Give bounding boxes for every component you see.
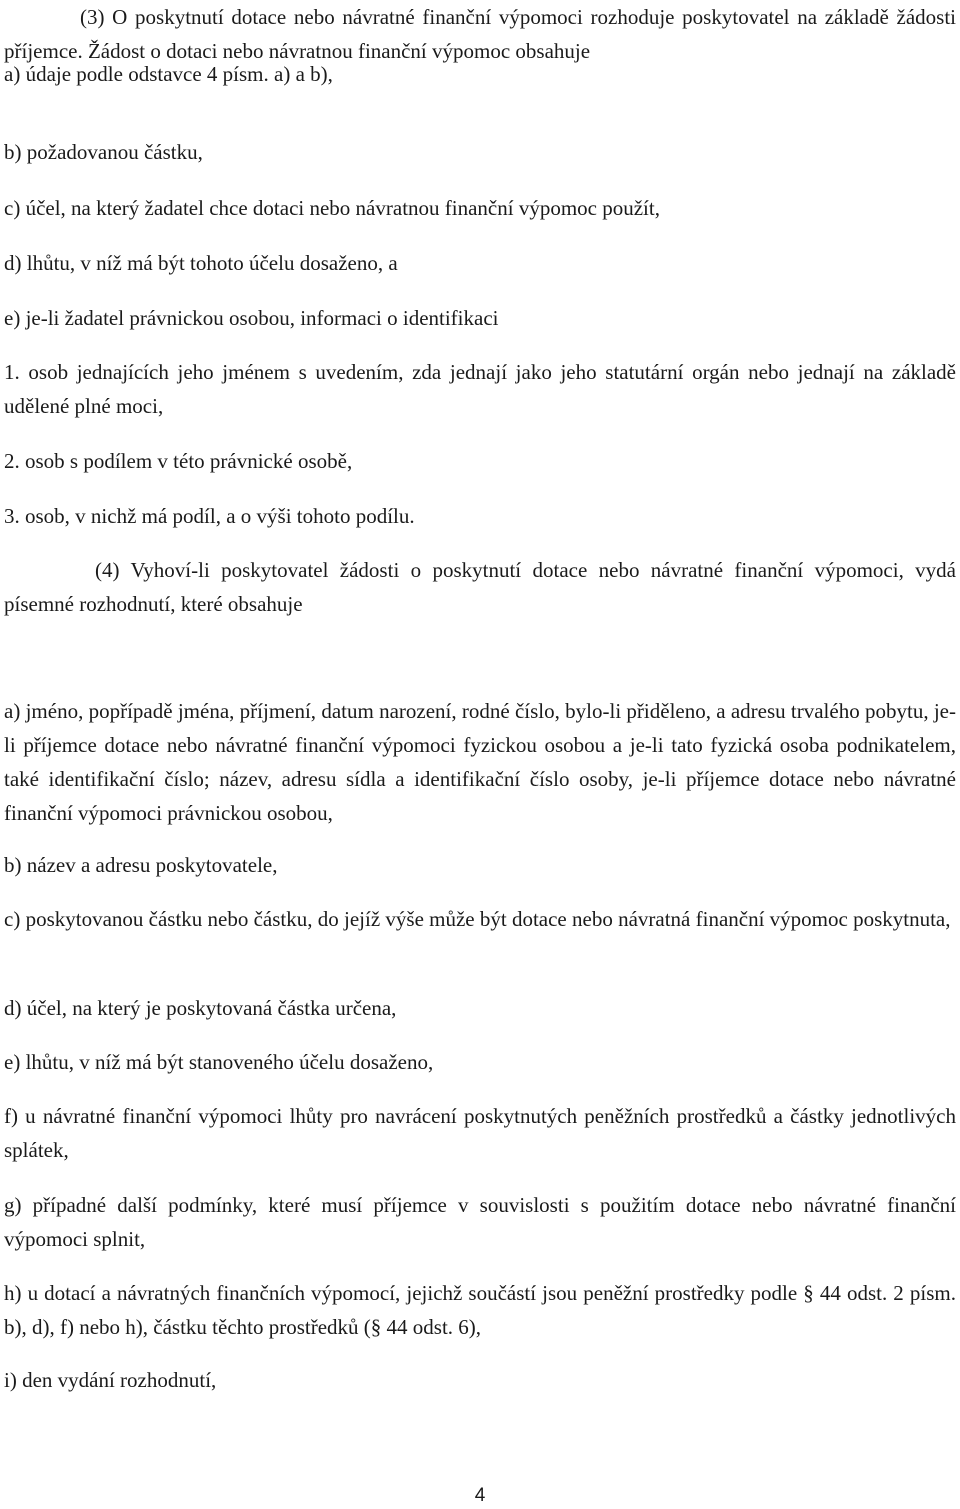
- page-number: 4: [474, 1485, 486, 1506]
- paragraph-3-item-d: d) lhůtu, v níž má být tohoto účelu dosaženo, a: [4, 251, 398, 275]
- paragraph-4-item-g: g) případné další podmínky, které musí příjemce v souvislosti s použitím dotace nebo návratné finanční výpomoci splnit,: [4, 1193, 956, 1251]
- paragraph-3-item-e-3: 3. osob, v nichž má podíl, a o výši tohoto podílu.: [4, 504, 415, 528]
- paragraph-4-item-b: b) název a adresu poskytovatele,: [4, 853, 278, 877]
- paragraph-4-item-c: c) poskytovanou částku nebo částku, do jejíž výše může být dotace nebo návratná finanční výpomoc poskytnuta,: [4, 907, 951, 931]
- paragraph-4-item-e: e) lhůtu, v níž má být stanoveného účelu dosaženo,: [4, 1050, 434, 1074]
- paragraph-3-intro: (3) O poskytnutí dotace nebo návratné finanční výpomoci rozhoduje poskytovatel na základě žádosti příjemce. Žádost o dotaci nebo návratnou finanční výpomoc obsahuje: [4, 5, 956, 63]
- paragraph-3-item-b: b) požadovanou částku,: [4, 140, 203, 164]
- paragraph-3-item-e-2: 2. osob s podílem v této právnické osobě,: [4, 449, 353, 473]
- paragraph-4-item-d: d) účel, na který je poskytovaná částka určena,: [4, 996, 397, 1020]
- paragraph-4-item-a: a) jméno, popřípadě jména, příjmení, datum narození, rodné číslo, bylo-li přiděleno, a adresu trvalého pobytu, je-li příjemce dotace nebo návratné finanční výpomoci fyzickou osobou a je-li tato fyzická osoba podnikatelem, také identifikační číslo; název, adresu sídla a identifikační číslo osoby, je-li příjemce dotace nebo návratné finanční výpomoci právnickou osobou,: [4, 699, 956, 825]
- paragraph-4-intro: (4) Vyhoví-li poskytovatel žádosti o poskytnutí dotace nebo návratné finanční výpomoci, vydá písemné rozhodnutí, které obsahuje: [4, 558, 956, 616]
- paragraph-3-item-a: a) údaje podle odstavce 4 písm. a) a b),: [4, 62, 333, 86]
- paragraph-4-item-f: f) u návratné finanční výpomoci lhůty pro navrácení poskytnutých peněžních prostředků a částky jednotlivých splátek,: [4, 1104, 956, 1162]
- paragraph-4-item-h: h) u dotací a návratných finančních výpomocí, jejichž součástí jsou peněžní prostředky podle § 44 odst. 2 písm. b), d), f) nebo h), částku těchto prostředků (§ 44 odst. 6),: [4, 1281, 956, 1339]
- paragraph-4-item-i: i) den vydání rozhodnutí,: [4, 1368, 217, 1392]
- paragraph-3-item-e: e) je-li žadatel právnickou osobou, informaci o identifikaci: [4, 306, 499, 330]
- paragraph-3-item-c: c) účel, na který žadatel chce dotaci nebo návratnou finanční výpomoc použít,: [4, 196, 660, 220]
- paragraph-3-item-e-1: 1. osob jednajících jeho jménem s uvedením, zda jednají jako jeho statutární orgán nebo jednají na základě udělené plné moci,: [4, 360, 956, 418]
